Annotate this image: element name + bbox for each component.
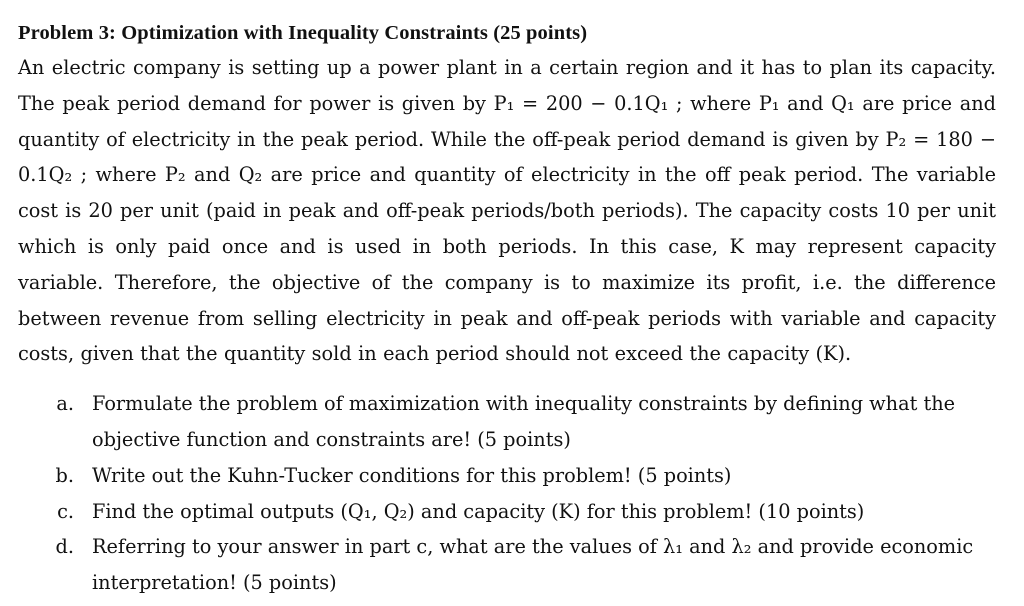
problem-title: Problem 3: Optimization with Inequality Constraints (25 points): [18, 22, 588, 44]
question-item-d: [18, 529, 996, 601]
question-text: [92, 529, 996, 601]
variable-q1: Q₁: [831, 91, 855, 115]
question-text: Formulate the problem of maximization with inequality constraints by defining what the objective function and constraints are! (5 points): [92, 392, 956, 451]
variable-q2: Q₂: [238, 163, 263, 187]
question-marker: b.: [55, 463, 74, 487]
question-text: [92, 494, 996, 530]
variable-p2: P₂: [164, 163, 186, 187]
question-text-part: Find the optimal outputs: [92, 499, 341, 523]
paragraph-text-2: ; where: [668, 91, 759, 115]
paragraph-text-3: and: [779, 91, 832, 115]
question-text-part: Referring to your answer in part c, what are the values of: [92, 535, 664, 559]
question-text-part: and provide economic interpretation! (5 points): [92, 535, 974, 595]
offpeak-demand-equation: P₂ = 180 − 0.1Q₂: [18, 127, 996, 187]
question-list: [18, 386, 996, 601]
problem-description: [18, 50, 996, 372]
paragraph-text-5: ; where: [72, 163, 165, 187]
paragraph-text-4: are price and quantity of electricity in the peak period. While the off-peak period demand is given by: [18, 91, 997, 151]
question-text-part: and: [682, 535, 732, 559]
problem-document: [18, 20, 996, 601]
question-item-b: [18, 458, 996, 494]
question-marker: c.: [57, 499, 74, 523]
question-text: Write out the Kuhn-Tucker conditions for this problem! (5 points): [92, 463, 732, 487]
question-item-a: [18, 386, 996, 458]
paragraph-text-1: An electric company is setting up a power plant in a certain region and it has to plan its capacity. The peak period demand for power is given by: [18, 56, 996, 115]
variable-p1: P₁: [758, 91, 780, 115]
question-marker: a.: [56, 392, 74, 416]
question-marker: d.: [55, 535, 74, 559]
paragraph-text-7: are price and quantity of electricity in the off peak period. The variable cost is 20 per unit (paid in peak and off-peak periods/both periods). The capacity costs 10 per unit which is only paid once and is used in both periods. In this case, K may represent capacity variable. Therefore, the objective of the company is to maximize its profit, i.e. the difference between revenue from selling electricity in peak and off-peak periods with variable and capacity costs, given that the quantity sold in each period should not exceed the capacity (K).: [18, 163, 996, 366]
paragraph-text-6: and: [185, 163, 239, 187]
outputs-math: (Q₁, Q₂): [340, 499, 415, 523]
lambda2-math: λ₂: [731, 535, 752, 559]
lambda1-math: λ₁: [663, 535, 683, 559]
question-text-part: and capacity (K) for this problem! (10 points): [414, 499, 865, 523]
peak-demand-equation: P₁ = 200 − 0.1Q₁: [493, 91, 669, 115]
question-item-c: [18, 494, 996, 530]
